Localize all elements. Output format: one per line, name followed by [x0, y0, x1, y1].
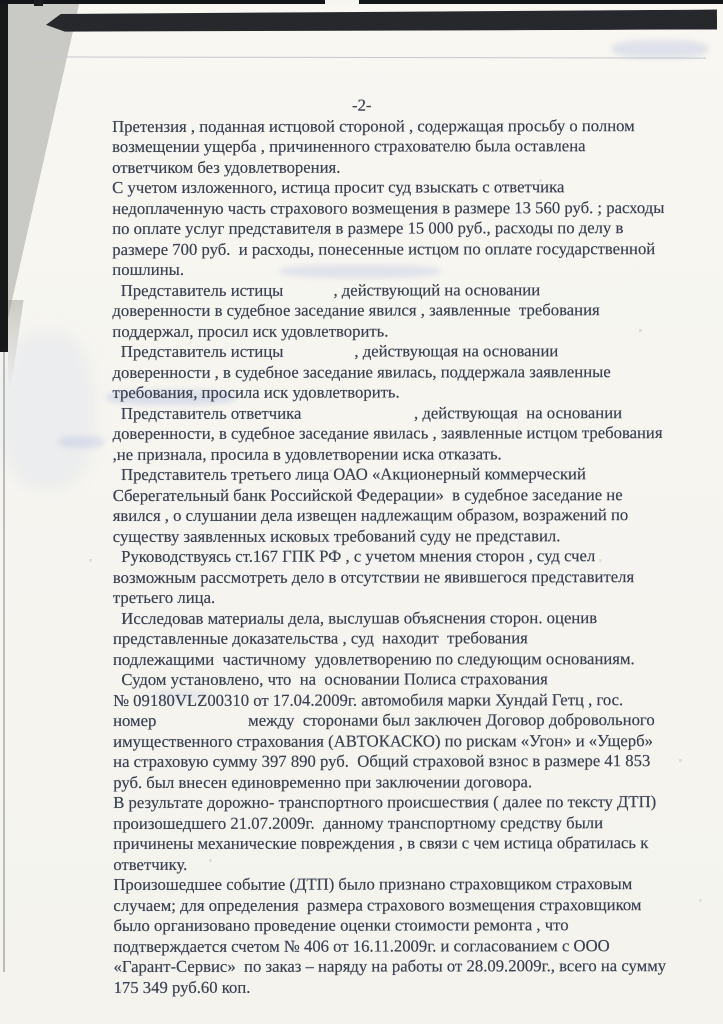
document-text-block	[112, 95, 718, 998]
scanner-edge-strip-left	[0, 0, 8, 352]
paragraph-claim-rejected: Претензия , поданная истцовой стороной , содержащая просьбу о полном возмещении ущерба , причиненного страхователю была оставлена ответчиком без удовлетворения.	[112, 115, 635, 177]
ink-bleed-smudge	[612, 40, 708, 58]
scan-speck-artifact	[34, 0, 43, 6]
paragraph-plaintiff-demands: С учетом изложенного, истица просит суд взыскать с ответчика недоплаченную часть страхового возмещения в размере 13 560 руб. ; расходы по оплате услуг представителя в размере 15 000 руб., расходы по делу в размере 700 руб. и расходы, понесенные истцом по оплате государственной пошлины.	[112, 177, 665, 279]
scanner-dark-bar	[46, 10, 717, 33]
page-number: -2-	[351, 95, 372, 115]
paragraph-plaintiff-rep-2: Представитель истицы , действующая на основании доверенности , в судебное заседание явилась, поддержала заявленные требования, просила иск удовлетворить.	[112, 341, 611, 402]
paper-speckles	[0, 0, 1, 1]
paragraph-defendant-rep: Представитель ответчика , действующая на основании доверенности, в судебное заседание явилась , заявленные истцом требования ,не признала, просила в удовлетворении иска отказать.	[112, 402, 663, 464]
paragraph-accident: В результате дорожно- транспортного происшествия ( далее по тексту ДТП) произошедшего 21.07.2009г. данному транспортному средству были причинены механические повреждения , в связи с чем истица обратилась к ответчику.	[113, 792, 657, 874]
paragraph-insured-event: Произошедшее событие (ДТП) было признано страховщиком страховым случаем; для определения размера страхового возмещения страховщиком было организовано проведение оценки стоимости ремонта , что подтверждается счетом № 406 от 16.11.2009г. и согласованием с ООО «Гарант-Сервис» по заказ – наряду на работы от 28.09.2009г., всего на сумму 175 349 руб.60 коп.	[113, 874, 667, 997]
scanner-edge-line-gap	[325, 0, 359, 5]
ink-bleed-smudge	[0, 330, 95, 490]
scanner-edge-line-top	[0, 0, 723, 4]
paragraph-gpk-167: Руководствуясь ст.167 ГПК РФ , с учетом мнения сторон , суд счел возможным рассмотреть дело в отсутствии не явившегося представителя третьего лица.	[112, 546, 635, 607]
paragraph-third-party: Представитель третьего лица ОАО «Акционерный коммерческий Сберегательный банк Российской Федерации» в судебное заседание не явился , о слушании дела извещен надлежащим образом, возражений по существу заявленных исковых требований суду не представил.	[112, 464, 629, 546]
paragraph-court-findings-intro: Исследовав материалы дела, выслушав объяснения сторон. оценив представленные доказательства , суд находит требования подлежащими частичному удовлетворению по следующим основаниям.	[112, 607, 635, 669]
paragraph-plaintiff-rep-1: Представитель истицы , действующий на основании доверенности в судебное заседание явился , заявленные требования поддержал, просил иск удовлетворить.	[112, 279, 600, 341]
scanner-background-wedge	[8, 0, 80, 318]
paragraph-insurance-policy: Судом установлено, что на основании Полиса страхования № 09180VLZ00310 от 17.04.2009г. автомобиля марки Хундай Гетц , гос. номер между сторонами был заключен Договор добровольного имущественного страхования (АВТОКАСКО) по рискам «Угон» и «Ущерб» на страховую сумму 397 890 руб. Общий страховой взнос в размере 41 853 руб. был внесен единовременно при заключении договора.	[113, 669, 655, 792]
faint-scan-line	[30, 56, 706, 58]
